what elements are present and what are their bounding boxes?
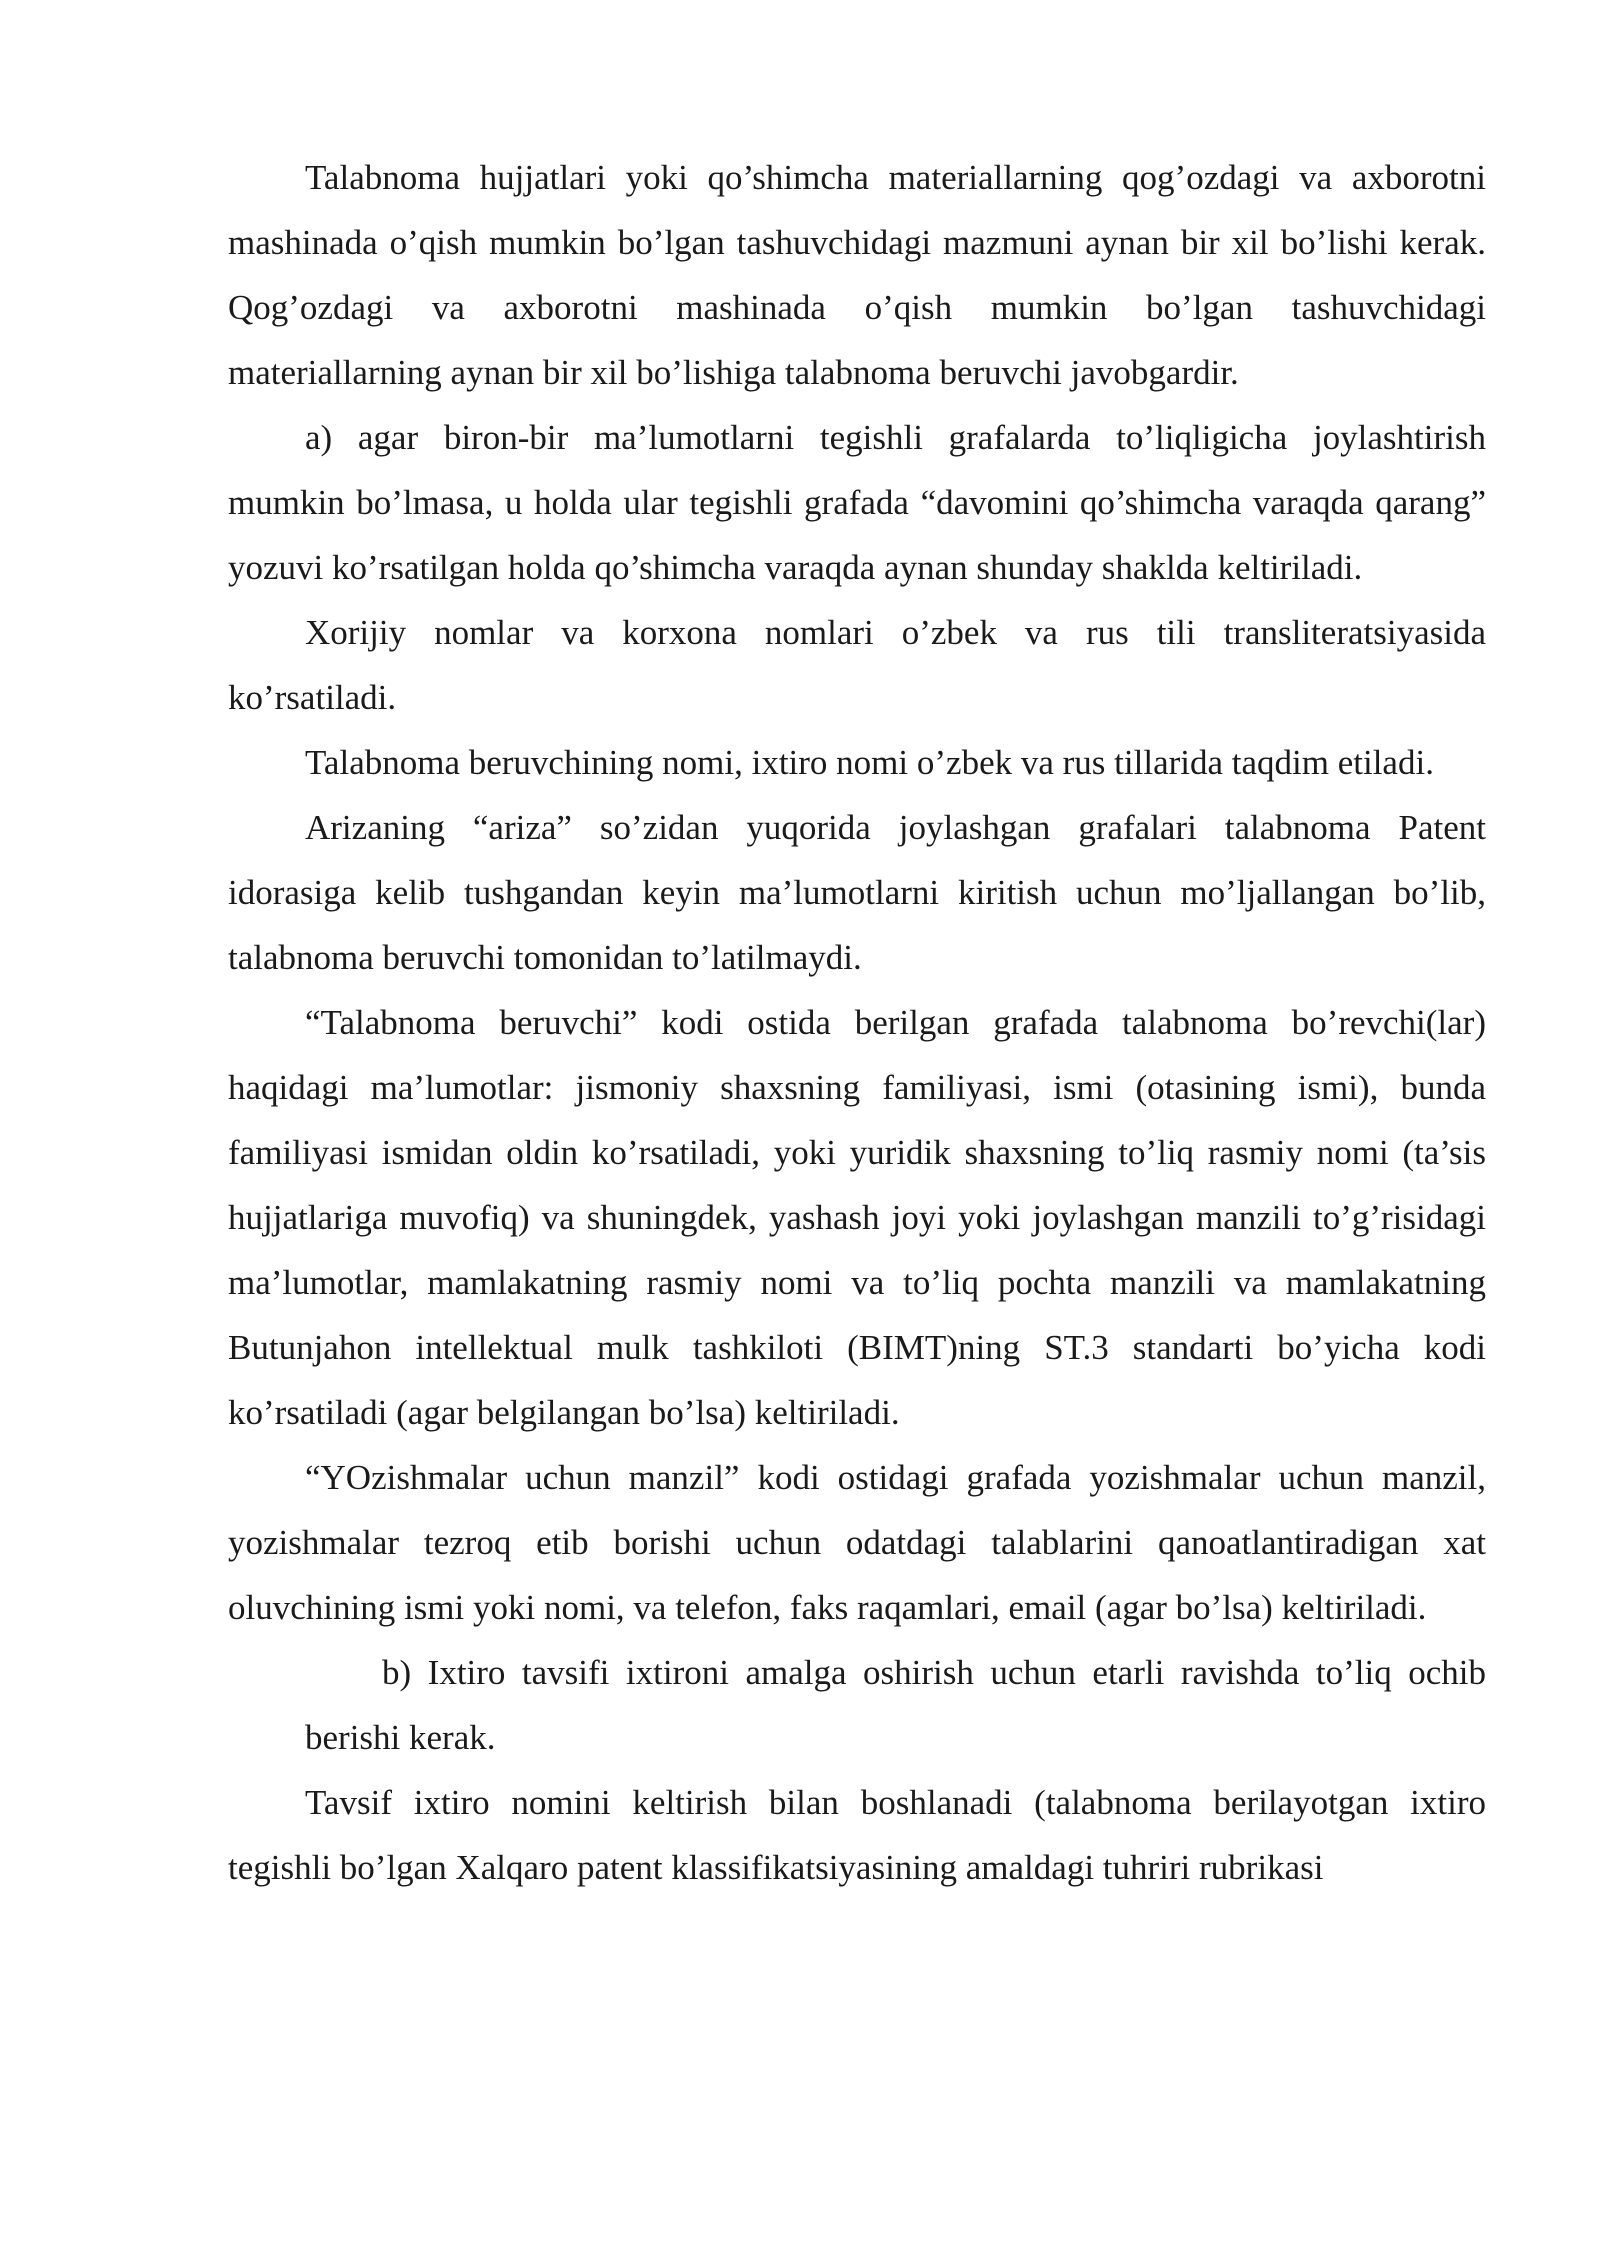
paragraph-description-start: Tavsif ixtiro nomini keltirish bilan boshlanadi (talabnoma berilayotgan ixtiro tegishli bo’lgan Xalqaro patent klassifikatsiyasining amaldagi tuhriri rubrikasi bbox=[228, 1783, 1486, 1887]
paragraph-applicant-code: “Talabnoma beruvchi” kodi ostida berilgan grafada talabnoma bo’revchi(lar) haqidagi ma’lumotlar: jismoniy shaxsning familiyasi, ismi (otasining ismi), bunda familiyasi ismidan oldin ko’rsatiladi, yoki yuridik shaxsning to’liq rasmiy nomi (ta’sis hujjatlariga muvofiq) va shuningdek, yashash joyi yoki joylashgan manzili to’g’risidagi ma’lumotlar, mamlakatning rasmiy nomi va to’liq pochta manzili va mamlakatning Butunjahon intellektual mulk tashkiloti (BIMT)ning ST.3 standarti bo’yicha kodi ko’rsatiladi (agar belgilangan bo’lsa) keltiriladi. bbox=[228, 1003, 1486, 1432]
paragraph-foreign-names: Xorijiy nomlar va korxona nomlari o’zbek va rus tili transliteratsiyasida ko’rsatiladi. bbox=[228, 613, 1486, 717]
paragraph-item-a: a) agar biron-bir ma’lumotlarni tegishli grafalarda to’liqligicha joylashtirish mumkin bo’lmasa, u holda ular tegishli grafada “davomini qo’shimcha varaqda qarang” yozuvi ko’rsatilgan holda qo’shimcha varaqda aynan shunday shaklda keltiriladi. bbox=[228, 418, 1486, 587]
paragraph-item-b: b) Ixtiro tavsifi ixtironi amalga oshirish uchun etarli ravishda to’liq ochib berishi kerak. bbox=[305, 1653, 1486, 1757]
paragraph-application-fields: Arizaning “ariza” so’zidan yuqorida joylashgan grafalari talabnoma Patent idorasiga kelib tushgandan keyin ma’lumotlarni kiritish uchun mo’ljallangan bo’lib, talabnoma beruvchi tomonidan to’latilmaydi. bbox=[228, 808, 1486, 977]
paragraph-materials-identity: Talabnoma hujjatlari yoki qo’shimcha materiallarning qog’ozdagi va axborotni mashinada o’qish mumkin bo’lgan tashuvchidagi mazmuni aynan bir xil bo’lishi kerak. Qog’ozdagi va axborotni mashinada o’qish mumkin bo’lgan tashuvchidagi materiallarning aynan bir xil bo’lishiga talabnoma beruvchi javobgardir. bbox=[228, 158, 1486, 392]
paragraph-correspondence-address: “YOzishmalar uchun manzil” kodi ostidagi grafada yozishmalar uchun manzil, yozishmalar tezroq etib borishi uchun odatdagi talablarini qanoatlantiradigan xat oluvchining ismi yoki nomi, va telefon, faks raqamlari, email (agar bo’lsa) keltiriladi. bbox=[228, 1458, 1486, 1627]
paragraph-applicant-name: Talabnoma beruvchining nomi, ixtiro nomi o’zbek va rus tillarida taqdim etiladi. bbox=[305, 743, 1434, 782]
document-page bbox=[228, 145, 1486, 1900]
